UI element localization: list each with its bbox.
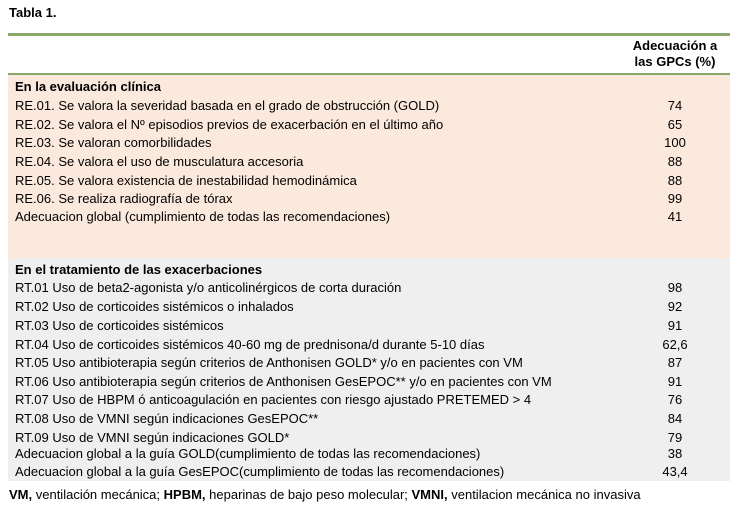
row-label: RT.03 Uso de corticoides sistémicos (15, 318, 224, 333)
row-value: 87 (667, 355, 683, 370)
table-row (8, 278, 730, 297)
column-header-adequacy (620, 38, 730, 70)
footnote-abbr-vm: VM, (9, 487, 33, 502)
row-label: Adecuacion global (cumplimiento de todas las recomendaciones) (15, 209, 391, 224)
row-label: RE.02. Se valora el Nº episodios previos de exacerbación en el último año (15, 117, 444, 132)
column-header-line2: las GPCs (%) (634, 54, 716, 69)
row-value: 84 (667, 411, 683, 426)
footnote-abbr-hpbm: HPBM, (163, 487, 206, 502)
row-label: RT.05 Uso antibioterapia según criterios de Anthonisen GOLD* y/o en pacientes con VM (15, 355, 523, 370)
table-row (8, 335, 730, 354)
table-row (8, 316, 730, 335)
row-label: RE.01. Se valora la severidad basada en el grado de obstrucción (GOLD) (15, 98, 440, 113)
row-value: 100 (664, 135, 686, 150)
row-label: RE.03. Se valoran comorbilidades (15, 135, 212, 150)
column-header-line1: Adecuación a (632, 38, 718, 53)
row-value: 98 (667, 280, 683, 295)
row-label: RT.09 Uso de VMNI según indicaciones GOLD* (15, 430, 290, 445)
footnote-abbr-vmni: VMNI, (411, 487, 448, 502)
row-label: RE.04. Se valora el uso de musculatura accesoria (15, 154, 304, 169)
row-value: 88 (667, 154, 683, 169)
table-row (8, 297, 730, 316)
table-title: Tabla 1. (9, 5, 57, 20)
row-value: 88 (667, 173, 683, 188)
footnote-text-vm: ventilación mecánica; (32, 487, 164, 502)
table-row (8, 353, 730, 372)
table-row (8, 133, 730, 152)
row-label: RT.04 Uso de corticoides sistémicos 40-60 mg de prednisona/d durante 5-10 días (15, 337, 485, 352)
row-label: RT.08 Uso de VMNI según indicaciones GesEPOC** (15, 411, 319, 426)
section-heading (8, 260, 730, 279)
row-value: 91 (667, 374, 683, 389)
row-label: RT.07 Uso de HBPM ó anticoagulación en pacientes con riesgo ajustado PRETEMED > 4 (15, 392, 532, 407)
table-row (8, 444, 730, 463)
table-row (8, 189, 730, 208)
row-value: 91 (667, 318, 683, 333)
table-footnote (9, 486, 709, 503)
row-label: RT.01 Uso de beta2-agonista y/o anticolinérgicos de corta duración (15, 280, 402, 295)
row-value: 43,4 (662, 464, 688, 479)
section-heading-label: En el tratamiento de las exacerbaciones (15, 262, 263, 277)
table-row (8, 462, 730, 481)
row-value: 76 (667, 392, 683, 407)
table-row (8, 409, 730, 428)
results-table (8, 33, 730, 481)
row-label: RT.06 Uso antibioterapia según criterios de Anthonisen GesEPOC** y/o en pacientes con VM (15, 374, 552, 389)
table-row (8, 115, 730, 134)
section-heading-label: En la evaluación clínica (15, 79, 161, 94)
table-row (8, 372, 730, 391)
row-label: Adecuacion global a la guía GOLD(cumplimiento de todas las recomendaciones) (15, 446, 481, 461)
table-row (8, 152, 730, 171)
row-value: 62,6 (662, 337, 688, 352)
row-value: 38 (667, 446, 683, 461)
footnote-text-vmni: ventilacion mecánica no invasiva (447, 487, 641, 502)
row-value: 92 (667, 299, 683, 314)
row-label: RE.05. Se valora existencia de inestabilidad hemodinámica (15, 173, 357, 188)
section-exacerbation-treatment (8, 258, 730, 481)
footnote-text-hpbm: heparinas de bajo peso molecular; (205, 487, 412, 502)
row-value: 41 (667, 209, 683, 224)
table-row (8, 171, 730, 190)
row-value: 99 (667, 191, 683, 206)
row-label: RT.02 Uso de corticoides sistémicos o inhalados (15, 299, 294, 314)
row-label: Adecuacion global a la guía GesEPOC(cumplimiento de todas las recomendaciones) (15, 464, 505, 479)
row-value: 74 (667, 98, 683, 113)
table-row (8, 96, 730, 115)
table-row (8, 390, 730, 409)
row-value: 65 (667, 117, 683, 132)
table-row (8, 207, 730, 226)
table-header (8, 36, 730, 76)
row-value: 79 (667, 430, 683, 445)
row-label: RE.06. Se realiza radiografía de tórax (15, 191, 233, 206)
section-heading (8, 77, 730, 96)
